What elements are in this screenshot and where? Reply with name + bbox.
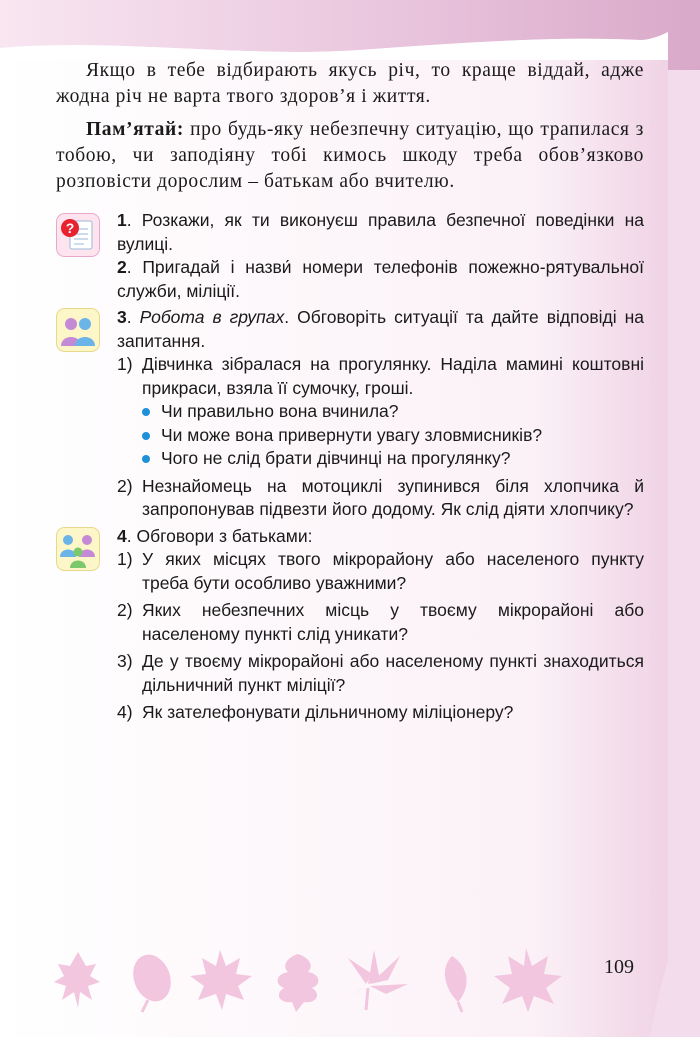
task-3-item-2 (56, 475, 644, 522)
intro-paragraph-1 (56, 58, 644, 110)
task-3-item-1 (56, 353, 644, 400)
intro-text (56, 58, 644, 195)
bullet-dot (142, 432, 150, 440)
page-number: 109 (604, 956, 634, 978)
task-4-item-3-number: 3) (117, 651, 133, 671)
intro-paragraph-2-text: про будь-яку небезпечну ситуацію, що трапилася з тобою, чи заподіяну тобі кимось шкоду треба обов’язково розповісти дорослим – батькам або вчителю. (56, 119, 644, 192)
bullet-dot (142, 455, 150, 463)
task-4-number: 4 (117, 525, 127, 546)
task-4-item-2-number: 2) (117, 600, 133, 620)
task-2-number: 2 (117, 257, 127, 277)
task-4-item-3-text: Де у твоєму мікрорайоні або населеному пункті знаходиться дільничний пункт міліції? (142, 651, 644, 695)
remember-label: Пам’ятай: (86, 119, 184, 140)
leaf-icon (54, 952, 100, 1008)
task-4-item-1 (56, 548, 644, 595)
task-3: 3. Робота в групах. Обговоріть ситуації та дайте відповіді на запитання. (117, 307, 645, 351)
leaves-decoration (48, 944, 568, 1014)
bullet-text-2: Чи може вона привернути увагу зловмисників? (161, 424, 543, 445)
task-3-item-1-text: Дівчинка зібралася на прогулянку. Наділа мамині коштовні прикраси, взяла її сумочку, гроші. (142, 354, 644, 398)
task-4-item-4-text: Як зателефонувати дільничному міліціонеру? (142, 702, 514, 722)
task-3-item-1-number: 1) (117, 354, 133, 374)
bullet-text-1: Чи правильно вона вчинила? (161, 401, 399, 421)
bullet-text-3: Чого не слід брати дівчинці на прогулянку? (161, 448, 511, 468)
bullet-dot (142, 408, 150, 416)
task-4-item-2-text: Яких небезпечних місць у твоєму мікрорайоні або населеному пункті слід уникати? (142, 600, 644, 644)
task-3-text: . Обговоріть ситуації та дайте відповіді на запитання. (117, 307, 645, 351)
task-3-block (56, 306, 644, 353)
task-3-italic: Робота в групах (139, 307, 285, 327)
task-1-number: 1 (117, 210, 127, 230)
task-1-text: . Розкажи, як ти виконуєш правила безпечної поведінки на вулиці. (117, 210, 644, 254)
task-list (56, 209, 644, 725)
task-2 (56, 256, 644, 303)
intro-paragraph-2 (56, 117, 644, 195)
task-4-item-4-number: 4) (117, 702, 133, 722)
page-content (56, 58, 644, 725)
leaf-icon (344, 950, 408, 1010)
task-2-text: . Пригадай і назви́ номери телефонів пожежно-рятувальної служби, міліції. (117, 257, 644, 301)
task-4 (56, 525, 644, 549)
leaf-icon (494, 948, 562, 1012)
leaf-icon (190, 950, 252, 1010)
bullet-item (56, 447, 644, 471)
task-3-item-2-number: 2) (117, 475, 133, 496)
task-4-item-2 (56, 599, 644, 646)
intro-paragraph-1-text: Якщо в тебе відбирають якусь річ, то краще віддай, адже жодна річ не варта твого здоров’я і життя. (56, 60, 644, 107)
task-4-item-1-text: У яких місцях твого мікрорайону або населеного пункту треба бути особливо уважними? (142, 549, 644, 593)
leaf-icon (278, 954, 319, 1012)
svg-text:?: ? (65, 220, 75, 236)
task-3-number: 3 (117, 307, 127, 327)
task-3-item-2-text: Незнайомець на мотоциклі зупинився біля хлопчика й запропонував підвезти його додому. Як слід діяти хлопчику? (142, 475, 644, 519)
task-1 (56, 209, 644, 256)
task-4-item-4 (56, 701, 644, 725)
task-4-item-1-number: 1) (117, 549, 133, 569)
task-4-block (56, 525, 644, 549)
bullet-item (56, 400, 644, 424)
leaf-icon (127, 949, 177, 1012)
leaf-icon (445, 956, 467, 1012)
task-4-text: . Обговори з батьками: (126, 525, 313, 546)
bullet-item (56, 424, 644, 448)
task-4-item-3 (56, 650, 644, 697)
